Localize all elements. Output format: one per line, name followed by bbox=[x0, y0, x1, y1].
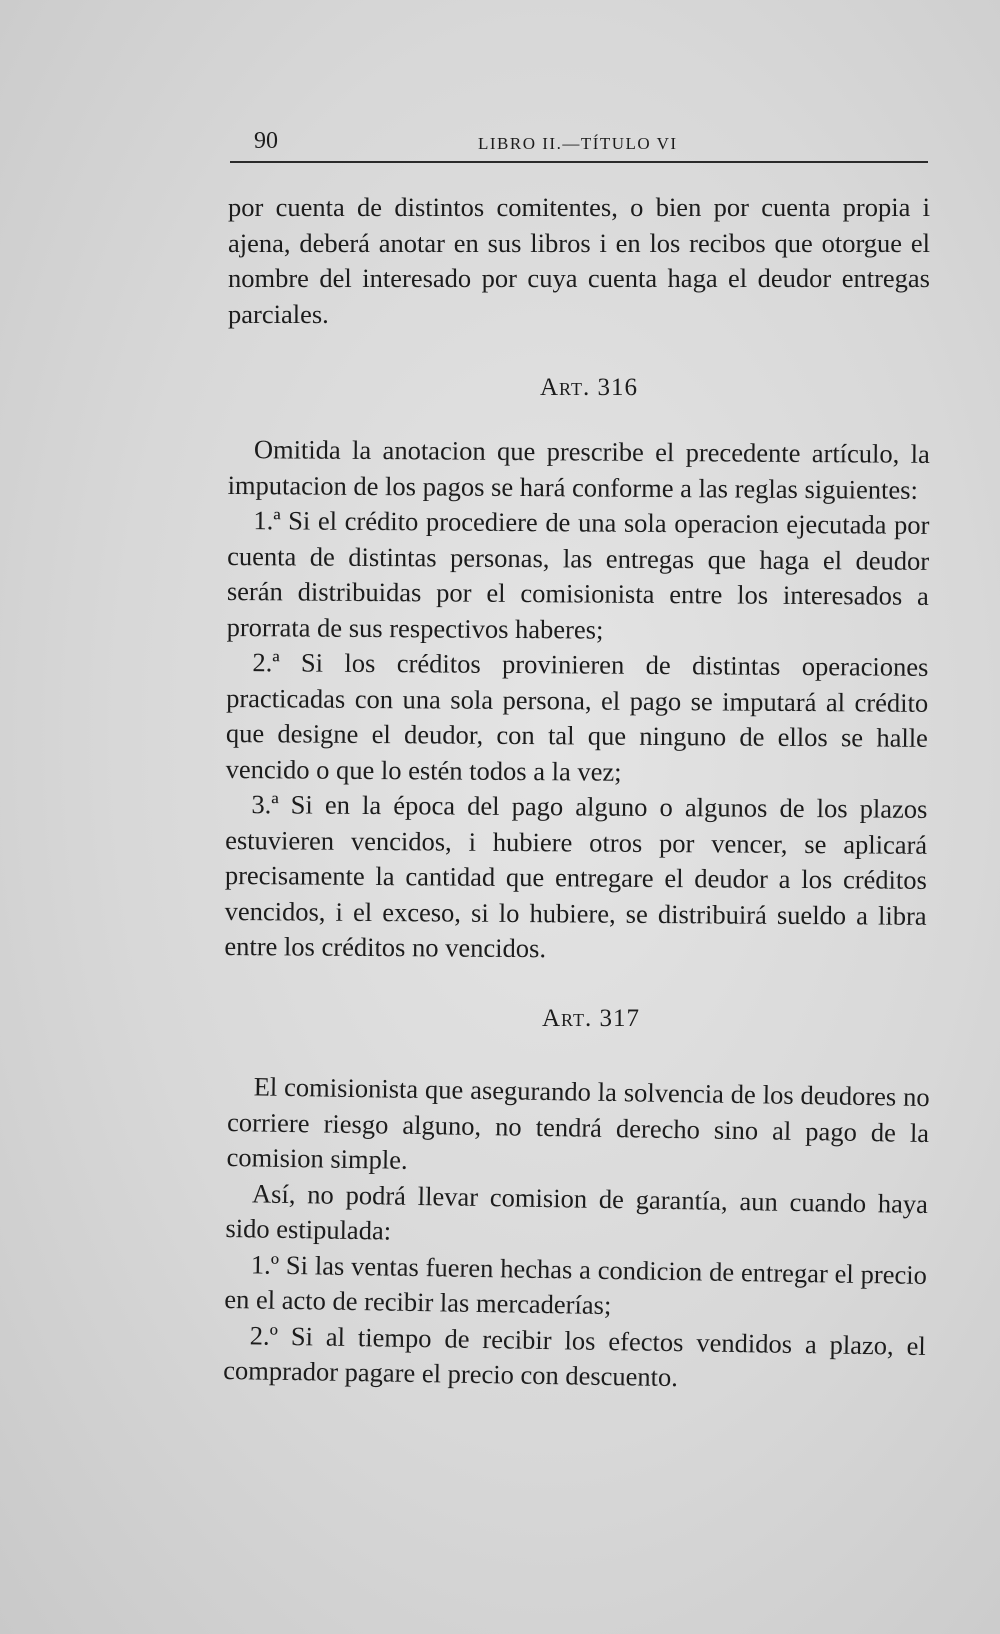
rule-item-2: 2.ª Si los créditos provinieren de distintas operaciones practicadas con una sola persona, el pago se imputará al crédito que designe el deudor, con tal que ninguno de ellos se halle vencido o que lo estén todos a la vez; bbox=[225, 647, 929, 787]
article-label: Art. bbox=[540, 374, 591, 401]
article-317-body bbox=[223, 1069, 930, 1399]
header-rule bbox=[230, 161, 928, 163]
rule-item-1: 1.ª Si el crédito procediere de una sola operacion ejecutada por cuenta de distintas personas, las entregas que haga el deudor serán distribuidas por el comisionista entre los interesados a prorrata de sus respectivos haberes; bbox=[226, 505, 930, 645]
running-head: LIBRO II.—TÍTULO VI bbox=[478, 134, 678, 153]
article-316-body bbox=[224, 432, 930, 969]
article-number: 317 bbox=[599, 1004, 640, 1032]
page-header bbox=[228, 126, 928, 162]
list-item-2: 2.º Si al tiempo de recibir los efectos vendidos a plazo, el comprador pagare el precio con descuento. bbox=[223, 1319, 926, 1392]
article-number: 316 bbox=[597, 374, 638, 401]
article-316-heading bbox=[228, 374, 930, 402]
continued-paragraph: por cuenta de distintos comitentes, o bien por cuenta propia i ajena, deberá anotar en sus libros i en los recibos que otorgue el nombre del interesado por cuya cuenta haga el deudor entregas parciales. bbox=[228, 192, 930, 329]
paragraph: Así, no podrá llevar comision de garantía, aun cuando haya sido estipulada: bbox=[225, 1177, 929, 1246]
article-label: Art. bbox=[542, 1004, 593, 1032]
paragraph: El comisionista que asegurando la solvencia de los deudores no corriere riesgo alguno, no tendrá derecho sino al pago de la comision simple. bbox=[226, 1070, 930, 1175]
rule-item-3: 3.ª Si en la época del pago alguno o algunos de los plazos estuvieren vencidos, i hubiere otros por vencer, se aplicará precisamente la cantidad que entregare el deudor a los créditos vencidos, i el exceso, si lo hubiere, se distribuirá sueldo a libra entre los créditos no vencidos. bbox=[224, 789, 928, 964]
list-item-1: 1.º Si las ventas fueren hechas a condicion de entregar el precio en el acto de recibir las mercaderías; bbox=[224, 1248, 928, 1320]
paragraph: Omitida la anotacion que prescribe el precedente artículo, la imputacion de los pagos se hará conforme a las reglas siguientes: bbox=[227, 434, 930, 505]
page-number: 90 bbox=[254, 128, 278, 154]
body-text bbox=[223, 190, 930, 1392]
article-317-heading bbox=[228, 1005, 930, 1033]
